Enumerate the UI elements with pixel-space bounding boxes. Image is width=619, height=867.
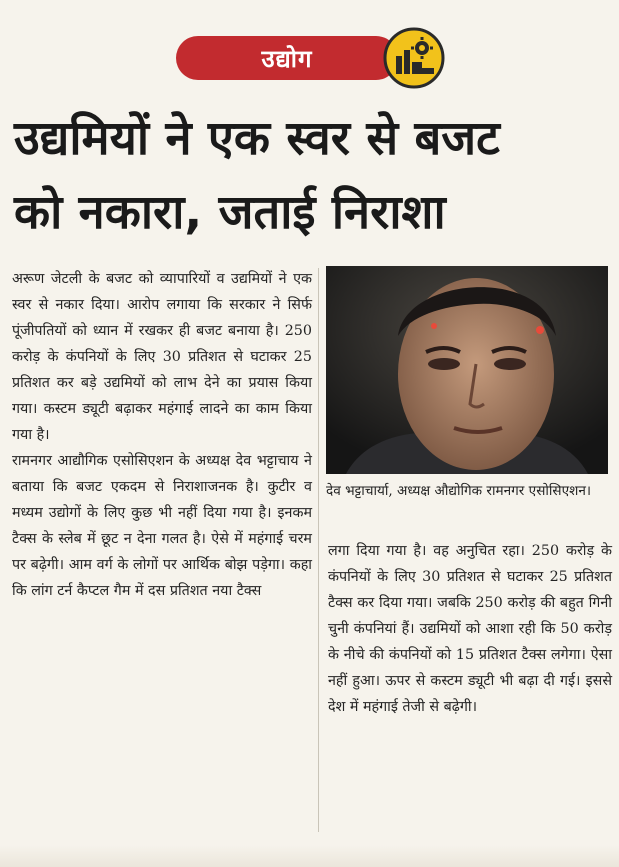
headline-line-1: उद्यमियों ने एक स्वर से बजट — [14, 111, 500, 166]
photo-caption — [326, 480, 610, 503]
caption-text: देव भट्टाचार्या, अध्यक्ष औद्योगिक रामनगर एसोसिएशन। — [326, 483, 592, 499]
article-column-1 — [12, 266, 312, 604]
page-bottom-edge — [0, 845, 619, 867]
article-column-2 — [328, 538, 612, 720]
headline-line-2: को नकारा, जताई निराशा — [14, 185, 446, 240]
headline — [14, 102, 609, 250]
column1-paragraph-2: रामनगर आद्यौगिक एसोसिएशन के अध्यक्ष देव भट्टाचाय ने बताया कि बजट एकदम से निराशाजनक है। कुटीर व मध्यम उद्योगों के लिए कुछ भी नहीं दिया गया है। इनकम टैक्स के स्लेब में छूट न देना गलत है। ऐसे में महंगाई चरम पर बढ़ेगी। आम वर्ग के लोगों पर आर्थिक बोझ पड़ेगा। कहा कि लांग टर्न कैप्टल गैम में दस प्रतिशत नया टैक्स — [12, 453, 312, 599]
column-divider — [318, 268, 319, 832]
section-tag-label: उद्योग — [261, 44, 313, 73]
column1-paragraph-1: अरूण जेटली के बजट को व्यापारियों व उद्यमियों ने एक स्वर से नकार दिया। आरोप लगाया कि सरकार ने सिर्फ पूंजीपतियों को ध्यान में रखकर ही बजट बनाया है। 250 करोड़ के कंपनियों के लिए 30 प्रतिशत से घटाकर 25 प्रतिशत कर बड़े उद्यमियों को लाभ देने का प्रयास किया गया। कस्टम ड्यूटी बढ़ाकर महंगाई लादने का काम किया गया है। — [12, 271, 312, 443]
column2-paragraph: लगा दिया गया है। वह अनुचित रहा। 250 करोड़ के कंपनियों के लिए 30 प्रतिशत से घटाकर 25 प्रतिशत टैक्स कर दिया गया। जबकि 250 करोड़ की बहुत गिनी चुनी कंपनियां हैं। उद्यमियों को आशा रही कि 50 करोड़ के नीचे की कंपनियों को 15 प्रतिशत टैक्स लगेगा। ऐसा नहीं हुआ। ऊपर से कस्टम ड्यूटी भी बढ़ा दी गई। इससे देश में महंगाई तेजी से बढ़ेगी। — [328, 543, 612, 715]
industry-gear-icon — [382, 26, 446, 90]
portrait-photo — [326, 266, 608, 474]
section-tag — [176, 36, 398, 80]
